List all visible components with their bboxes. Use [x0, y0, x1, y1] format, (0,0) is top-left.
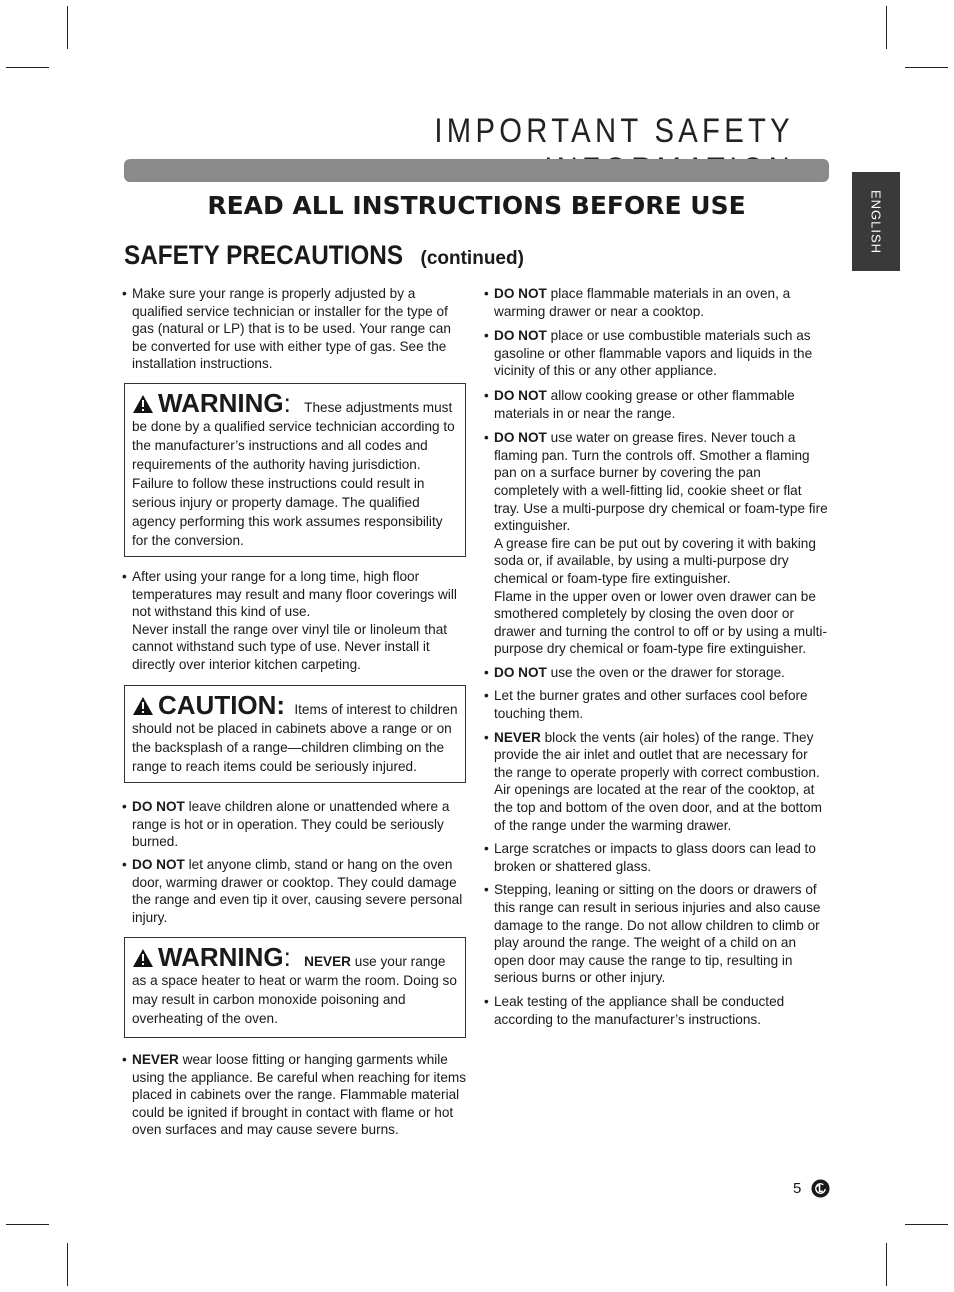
crop-mark	[905, 1224, 948, 1225]
warning-triangle-icon	[132, 948, 154, 968]
list-item-text: A grease fire can be put out by covering it with baking soda or, if available, by using a multi-purpose dry chemical or foam-type fire extinguisher.	[494, 535, 816, 586]
left-column-part4	[122, 1051, 468, 1144]
warning-triangle-icon	[132, 696, 154, 716]
list-item	[484, 387, 828, 422]
list-item-text: Never install the range over vinyl tile or linoleum that cannot withstand such type of use. Never install it directly over interior kitchen carpeting.	[132, 621, 448, 672]
list-item-text: Flame in the upper oven or lower oven drawer can be smothered completely by closing the oven door or drawer and turning the control to off or by using a multi-purpose dry chemical or foam-type fire extinguisher.	[494, 588, 827, 657]
bullet-dot: •	[484, 328, 489, 344]
bullet-dot: •	[484, 286, 489, 301]
list-item-text: DO NOT allow cooking grease or other flammable materials in or near the range.	[494, 387, 795, 421]
list-item	[122, 1051, 468, 1139]
list-item	[484, 993, 828, 1028]
warning-heading	[132, 942, 298, 972]
bullet-dot: •	[122, 569, 127, 584]
list-item-text: DO NOT place flammable materials in an oven, a warming drawer or near a cooktop.	[494, 286, 791, 319]
warning-heading	[132, 388, 298, 418]
title-bar	[124, 159, 829, 182]
list-item	[122, 285, 468, 373]
list-item	[484, 664, 828, 682]
warning-label: WARNING	[158, 942, 284, 972]
bullet-dot: •	[484, 882, 489, 898]
list-item	[484, 840, 828, 875]
list-item-text: Stepping, leaning or sitting on the doors or drawers of this range can result in serious injuries and also cause damage to the range. Do not allow children to climb or play around the range. The weight of a child on an open door may cause the range to tip, resulting in serious burns or other injury.	[494, 882, 821, 986]
caution-heading	[132, 690, 292, 720]
left-column-part3	[122, 798, 468, 932]
bullet-dot: •	[122, 1052, 127, 1067]
crop-mark	[886, 6, 887, 49]
bullet-dot: •	[484, 729, 489, 745]
warning-colon: :	[283, 942, 291, 972]
list-item	[484, 327, 828, 380]
list-item-text: DO NOT place or use combustible materials such as gasoline or other flammable vapors and liquids in the vicinity of this or any other appliance.	[494, 328, 813, 379]
bullet-dot: •	[122, 799, 127, 814]
warning-triangle-icon	[132, 394, 154, 414]
list-item-text: After using your range for a long time, high floor temperatures may result and many floor coverings will not withstand this kind of use.	[132, 569, 457, 620]
bullet-dot: •	[484, 387, 489, 403]
warning-bold-text: NEVER	[304, 954, 351, 969]
list-item	[484, 729, 828, 835]
bullet-dot: •	[122, 286, 127, 301]
list-item	[484, 285, 828, 320]
caution-box	[124, 685, 466, 783]
warning-box	[124, 383, 466, 557]
left-column	[122, 285, 468, 378]
page-title: IMPORTANT SAFETY	[434, 112, 794, 150]
section-heading-continued: (continued)	[420, 248, 524, 269]
crop-mark	[905, 67, 948, 68]
list-item-text: NEVER block the vents (air holes) of the range. They provide the air inlet and outlet that are necessary for the range to operate properly with correct combustion. Air openings are located at the rear of the cooktop, at the top and bottom of the oven door, and at the bottom of the range under the warming drawer.	[494, 729, 822, 833]
crop-mark	[67, 1243, 68, 1286]
list-item-text: Large scratches or impacts to glass doors can lead to broken or shattered glass.	[494, 841, 816, 874]
list-item	[122, 856, 468, 926]
bullet-dot: •	[122, 857, 127, 873]
list-item-text: DO NOT use water on grease fires. Never touch a flaming pan. Turn the controls off. Smother a flaming pan on a surface burner by covering the pan completely with a well-fitting lid, cookie sheet or flat tray. Use a multi-purpose dry chemical or foam-type fire extinguisher.	[494, 430, 828, 534]
warning-label: WARNING	[158, 388, 284, 418]
lg-logo-icon	[811, 1179, 830, 1198]
warning-box	[124, 937, 466, 1038]
left-column-part2	[122, 568, 468, 679]
list-item	[484, 881, 828, 987]
list-item	[122, 568, 468, 674]
language-tab	[852, 172, 900, 271]
bullet-dot: •	[484, 841, 489, 857]
list-item	[484, 429, 828, 658]
bullet-dot: •	[484, 430, 489, 446]
list-item	[122, 798, 468, 851]
section-heading	[124, 240, 524, 271]
language-tab-label: ENGLISH	[868, 189, 884, 255]
section-heading-main: SAFETY PRECAUTIONS	[124, 240, 404, 270]
list-item-text: DO NOT use the oven or the drawer for storage.	[494, 664, 785, 680]
crop-mark	[6, 67, 49, 68]
read-all-heading: READ ALL INSTRUCTIONS BEFORE USE	[207, 191, 746, 220]
list-item-text: NEVER wear loose fitting or hanging garments while using the appliance. Be careful when reaching for items placed in cabinets over the range. Flammable material could be ignited if brought in contact with flame or hot oven surfaces and may cause severe burns.	[132, 1052, 466, 1138]
page-number: 5	[793, 1180, 802, 1197]
list-item-text: Make sure your range is properly adjusted by a qualified service technician or installer for the type of gas (natural or LP) that is to be used. Your range can be converted for use with either type of gas. See the installation instructions.	[132, 286, 451, 372]
list-item	[484, 687, 828, 722]
warning-text: These adjustments must be done by a qualified service technician according to the manufacturer’s instructions and all codes and requirements of the authority having jurisdiction. Failure to follow these instructions could result in serious injury or property damage. The qualified agency performing this work assumes responsibility for the conversion.	[132, 400, 455, 548]
right-column	[484, 285, 828, 1034]
list-item-text: Let the burner grates and other surfaces cool before touching them.	[494, 688, 808, 722]
caution-text: Items of interest to children should not be placed in cabinets above a range or on the backsplash of a range—children climbing on the range to reach items could be seriously injured.	[132, 702, 458, 774]
bullet-dot: •	[484, 993, 489, 1009]
list-item-text: DO NOT let anyone climb, stand or hang on the oven door, warming drawer or cooktop. They could damage the range and even tip it over, causing severe personal injury.	[132, 857, 463, 926]
crop-mark	[6, 1224, 49, 1225]
caution-label: CAUTION:	[158, 690, 286, 720]
list-item-text: Leak testing of the appliance shall be conducted according to the manufacturer’s instructions.	[494, 993, 785, 1027]
crop-mark	[886, 1243, 887, 1286]
crop-mark	[67, 6, 68, 49]
warning-colon: :	[283, 388, 291, 418]
bullet-dot: •	[484, 664, 489, 680]
list-item-text: DO NOT leave children alone or unattended where a range is hot or in operation. They could be seriously burned.	[132, 799, 450, 850]
bullet-dot: •	[484, 688, 489, 704]
warning-text: use your range as a space heater to heat or warm the room. Doing so may result in carbon monoxide poisoning and overheating of the oven.	[132, 954, 457, 1026]
